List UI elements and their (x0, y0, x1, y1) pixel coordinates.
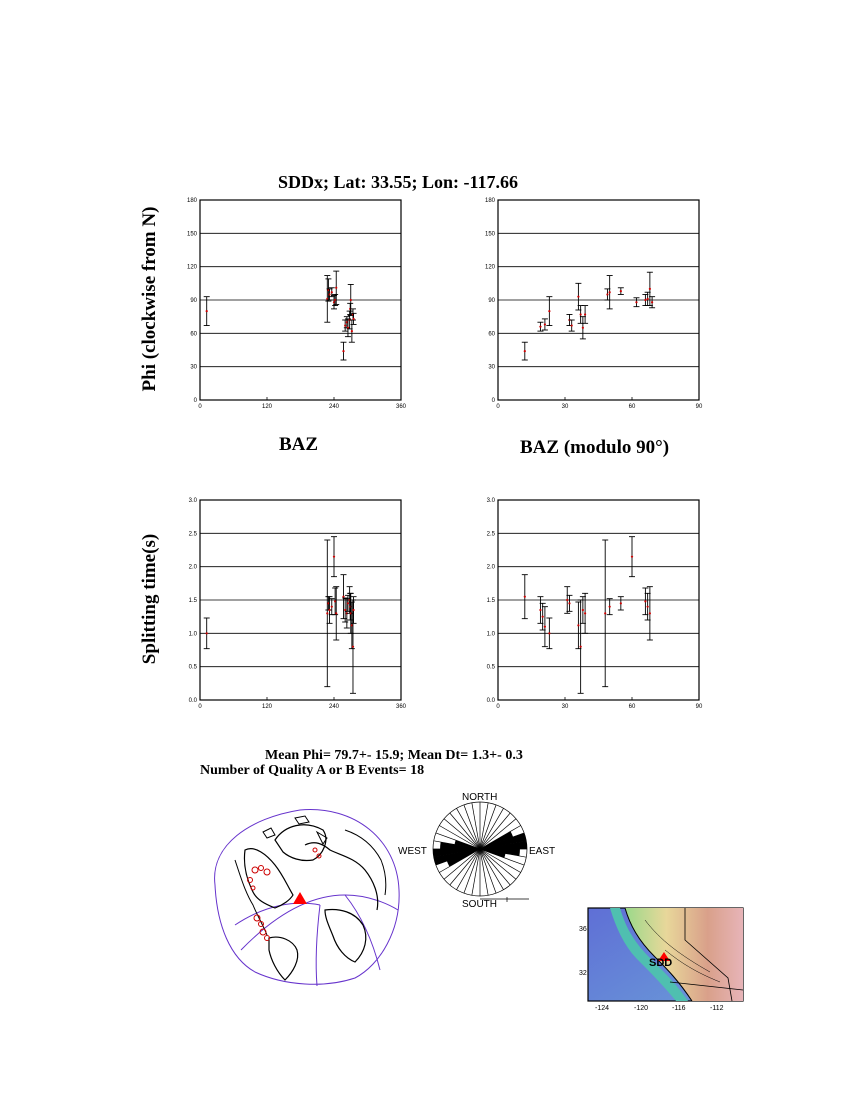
rose-west-label: WEST (398, 846, 427, 857)
y-tick-label: 1.5 (486, 598, 495, 604)
data-point (546, 297, 552, 326)
data-point (331, 537, 337, 577)
globe-map (205, 800, 405, 990)
y-tick-label: 3.0 (486, 498, 495, 504)
phi-baz-mod90-chart (478, 195, 708, 410)
y-tick-label: 90 (488, 298, 495, 304)
y-tick-label: 30 (488, 364, 495, 371)
y-tick-label: 60 (488, 331, 495, 338)
y-tick-label: 0 (491, 398, 495, 404)
y-tick-label: 0.0 (486, 698, 495, 704)
rose-south-label: SOUTH (462, 899, 497, 910)
map-lat-tick-36: 36 (579, 926, 587, 933)
data-point (333, 587, 339, 640)
y-tick-label: 120 (484, 264, 495, 271)
data-point (542, 319, 548, 330)
x-tick-label: 0 (496, 704, 500, 710)
y-tick-label: 1.0 (188, 631, 197, 638)
greenland-coast (275, 825, 326, 861)
y-tick-label: 150 (186, 231, 197, 238)
y-tick-label: 2.0 (486, 564, 495, 571)
map-lon-tick-116: -116 (672, 1005, 686, 1012)
arctic-islands (263, 816, 327, 844)
y-tick-label: 0.0 (188, 698, 197, 704)
x-tick-label: 240 (328, 704, 340, 710)
globe-outline (215, 810, 400, 985)
y-tick-label: 2.5 (486, 531, 495, 538)
station-label: SDD (649, 957, 673, 969)
regional-map (570, 900, 750, 1015)
y-tick-label: 90 (190, 298, 197, 304)
baz-axis-label: BAZ (279, 434, 319, 455)
x-tick-label: 120 (261, 704, 273, 710)
x-tick-label: 60 (628, 704, 636, 710)
data-point (332, 588, 338, 615)
x-tick-label: 0 (198, 404, 202, 410)
map-lat-tick-32: 32 (579, 970, 587, 977)
baz-mod90-axis-label: BAZ (modulo 90°) (520, 437, 670, 458)
splitting-time-axis-label: Splitting time(s) (139, 533, 160, 665)
mean-stats: Mean Phi= 79.7+- 15.9; Mean Dt= 1.3+- 0.3 (265, 748, 523, 763)
rose-north-label: NORTH (462, 792, 498, 803)
y-tick-label: 0.5 (188, 664, 197, 671)
phi-axis-label: Phi (clockwise from N) (139, 206, 160, 392)
x-tick-label: 360 (395, 404, 407, 410)
phi-baz-chart (180, 195, 410, 410)
x-tick-label: 0 (496, 404, 500, 410)
rose-diagram (395, 788, 565, 913)
x-tick-label: 90 (695, 704, 703, 710)
data-point (522, 342, 528, 360)
map-lon-tick-112: -112 (710, 1005, 724, 1012)
north-america-west (235, 860, 267, 935)
x-tick-label: 60 (628, 404, 636, 410)
event-markers (248, 848, 322, 941)
y-tick-label: 0 (193, 398, 197, 404)
x-tick-label: 30 (561, 404, 569, 410)
station-triangle (293, 892, 307, 904)
data-point (602, 540, 608, 687)
y-tick-label: 2.0 (188, 564, 197, 571)
page-title: SDDx; Lat: 33.55; Lon: -117.66 (278, 172, 519, 192)
data-point (325, 279, 331, 301)
event-count: Number of Quality A or B Events= 18 (200, 763, 425, 778)
data-point (633, 298, 639, 307)
globe-meridian-2 (345, 895, 380, 970)
x-tick-label: 120 (261, 404, 273, 410)
y-tick-label: 1.0 (486, 631, 495, 638)
x-tick-label: 360 (395, 704, 407, 710)
data-point (607, 599, 613, 615)
y-tick-label: 150 (484, 231, 495, 238)
data-point (629, 537, 635, 577)
data-point (618, 597, 624, 610)
dt-baz-mod90-chart (478, 495, 708, 710)
globe-meridian (316, 905, 320, 986)
south-america-coast (269, 937, 298, 980)
data-point (522, 575, 528, 619)
map-lon-tick-124: -124 (595, 1005, 610, 1012)
x-tick-label: 30 (561, 704, 569, 710)
y-tick-label: 180 (186, 198, 197, 204)
y-tick-label: 1.5 (188, 598, 197, 604)
data-point (340, 342, 346, 360)
y-tick-label: 3.0 (188, 498, 197, 504)
rose-east-label: EAST (529, 846, 556, 857)
y-tick-label: 180 (484, 198, 495, 204)
x-tick-label: 90 (695, 404, 703, 410)
y-tick-label: 0.5 (486, 664, 495, 671)
dt-baz-chart (180, 495, 410, 710)
y-tick-label: 30 (190, 364, 197, 371)
x-tick-label: 240 (328, 404, 340, 410)
y-tick-label: 2.5 (188, 531, 197, 538)
data-point (618, 288, 624, 295)
y-tick-label: 120 (186, 264, 197, 271)
x-tick-label: 0 (198, 704, 202, 710)
map-lon-tick-120: -120 (634, 1005, 649, 1012)
data-point (204, 297, 210, 326)
y-tick-label: 60 (190, 331, 197, 338)
